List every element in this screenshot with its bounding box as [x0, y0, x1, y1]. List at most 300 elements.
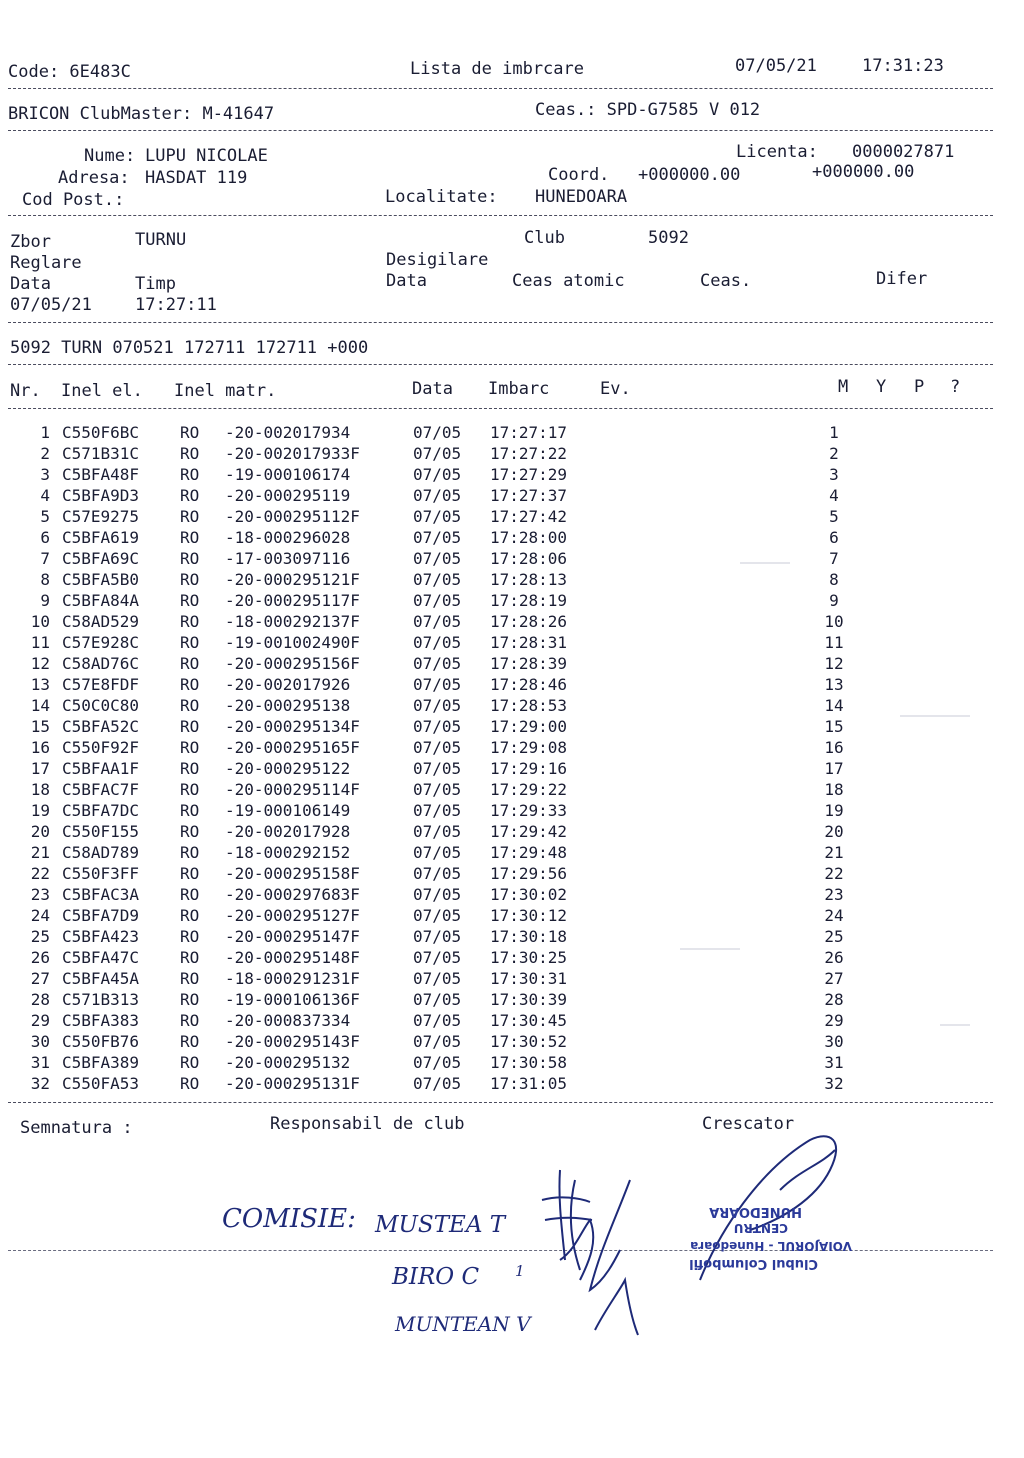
- m-value: 12: [824, 654, 844, 673]
- table-row: [0, 989, 1000, 1010]
- row-number: 7: [40, 549, 50, 568]
- row-number: 32: [30, 1074, 50, 1093]
- setting-time: 17:27:11: [135, 295, 217, 315]
- table-row: [0, 422, 1000, 443]
- m-value: 23: [824, 885, 844, 904]
- row-number: 24: [30, 906, 50, 925]
- country-code: RO: [180, 444, 200, 463]
- row-number: 13: [30, 675, 50, 694]
- col-p: P: [914, 377, 925, 397]
- boarding-date: 07/05: [413, 507, 462, 526]
- boarding-time: 17:27:37: [490, 486, 568, 505]
- m-value: 19: [824, 801, 844, 820]
- boarding-date: 07/05: [413, 612, 462, 631]
- boarding-time: 17:28:26: [490, 612, 568, 631]
- boarding-time: 17:29:33: [490, 801, 568, 820]
- boarding-date: 07/05: [413, 759, 462, 778]
- boarding-date: 07/05: [413, 864, 462, 883]
- country-code: RO: [180, 717, 200, 736]
- country-code: RO: [180, 885, 200, 904]
- boarding-date: 07/05: [413, 969, 462, 988]
- electronic-ring: C58AD529: [62, 612, 140, 631]
- electronic-ring: C5BFAA1F: [62, 759, 140, 778]
- license-number: 0000027871: [852, 142, 955, 162]
- electronic-ring: C5BFA7DC: [62, 801, 140, 820]
- row-number: 28: [30, 990, 50, 1009]
- registration-ring: -20-000295122: [225, 759, 351, 778]
- setting-date: 07/05/21: [10, 295, 92, 315]
- breeder-label: Crescator: [702, 1114, 795, 1134]
- m-value: 6: [829, 528, 839, 547]
- country-code: RO: [180, 759, 200, 778]
- registration-ring: -20-000295165F: [225, 738, 360, 757]
- country-code: RO: [180, 465, 200, 484]
- boarding-time: 17:29:48: [490, 843, 568, 862]
- table-row: [0, 695, 1000, 716]
- boarding-date: 07/05: [413, 885, 462, 904]
- electronic-ring: C5BFA5B0: [62, 570, 140, 589]
- table-row: [0, 653, 1000, 674]
- address-label: Adresa:: [58, 168, 130, 188]
- country-code: RO: [180, 633, 200, 652]
- electronic-ring: C5BFA383: [62, 1011, 140, 1030]
- m-value: 11: [824, 633, 844, 652]
- boarding-time: 17:30:58: [490, 1053, 568, 1072]
- table-row: [0, 611, 1000, 632]
- electronic-ring: C5BFA423: [62, 927, 140, 946]
- m-value: 17: [824, 759, 844, 778]
- electronic-ring: C57E8FDF: [62, 675, 140, 694]
- boarding-date: 07/05: [413, 654, 462, 673]
- separator: [8, 88, 993, 89]
- m-value: 10: [824, 612, 844, 631]
- handwritten-commission: COMISIE:: [222, 1204, 356, 1234]
- boarding-time: 17:28:39: [490, 654, 568, 673]
- boarding-time: 17:30:31: [490, 969, 568, 988]
- electronic-ring: C550F3FF: [62, 864, 140, 883]
- row-number: 18: [30, 780, 50, 799]
- m-value: 29: [824, 1011, 844, 1030]
- boarding-time: 17:27:42: [490, 507, 568, 526]
- flight-name: TURNU: [135, 230, 187, 250]
- m-value: 28: [824, 990, 844, 1009]
- boarding-date: 07/05: [413, 738, 462, 757]
- boarding-date: 07/05: [413, 927, 462, 946]
- m-value: 5: [829, 507, 839, 526]
- registration-ring: -18-000296028: [225, 528, 351, 547]
- registration-ring: -20-000295132: [225, 1053, 351, 1072]
- col-q: ?: [950, 377, 961, 397]
- country-code: RO: [180, 843, 200, 862]
- row-number: 22: [30, 864, 50, 883]
- country-code: RO: [180, 696, 200, 715]
- club-number: 5092: [648, 228, 689, 248]
- table-row: [0, 1010, 1000, 1031]
- registration-ring: -18-000292137F: [225, 612, 360, 631]
- separator: [8, 1102, 993, 1103]
- table-row: [0, 947, 1000, 968]
- electronic-ring: C5BFA45A: [62, 969, 140, 988]
- separator: [8, 130, 993, 131]
- registration-ring: -20-000295148F: [225, 948, 360, 967]
- country-code: RO: [180, 549, 200, 568]
- m-value: 4: [829, 486, 839, 505]
- registration-ring: -20-000295138: [225, 696, 351, 715]
- unsealing-label: Desigilare: [386, 250, 489, 270]
- row-number: 27: [30, 969, 50, 988]
- document-title: Lista de imbrcare: [410, 59, 584, 79]
- coord-x: +000000.00: [638, 165, 741, 185]
- flight-summary: 5092 TURN 070521 172711 172711 +000: [10, 338, 369, 358]
- row-number: 30: [30, 1032, 50, 1051]
- electronic-ring: C550FA53: [62, 1074, 140, 1093]
- country-code: RO: [180, 906, 200, 925]
- setting-date-label: Data: [10, 274, 51, 294]
- boarding-date: 07/05: [413, 423, 462, 442]
- row-number: 1: [40, 423, 50, 442]
- boarding-time: 17:27:17: [490, 423, 568, 442]
- electronic-ring: C5BFA619: [62, 528, 140, 547]
- table-row: [0, 548, 1000, 569]
- boarding-date: 07/05: [413, 843, 462, 862]
- country-code: RO: [180, 612, 200, 631]
- boarding-date: 07/05: [413, 570, 462, 589]
- table-row: [0, 674, 1000, 695]
- boarding-date: 07/05: [413, 822, 462, 841]
- boarding-time: 17:27:22: [490, 444, 568, 463]
- separator: [8, 322, 993, 323]
- boarding-date: 07/05: [413, 717, 462, 736]
- boarding-time: 17:30:52: [490, 1032, 568, 1051]
- row-number: 6: [40, 528, 50, 547]
- country-code: RO: [180, 927, 200, 946]
- boarding-date: 07/05: [413, 948, 462, 967]
- owner-address: HASDAT 119: [145, 168, 248, 188]
- m-value: 2: [829, 444, 839, 463]
- license-label: Licenta:: [736, 142, 818, 162]
- country-code: RO: [180, 780, 200, 799]
- boarding-time: 17:28:53: [490, 696, 568, 715]
- row-number: 19: [30, 801, 50, 820]
- m-value: 30: [824, 1032, 844, 1051]
- boarding-date: 07/05: [413, 780, 462, 799]
- boarding-date: 07/05: [413, 633, 462, 652]
- country-code: RO: [180, 1074, 200, 1093]
- handwritten-member-3: MUNTEAN V: [395, 1312, 531, 1336]
- row-number: 25: [30, 927, 50, 946]
- registration-ring: -20-002017926: [225, 675, 351, 694]
- m-value: 16: [824, 738, 844, 757]
- m-value: 15: [824, 717, 844, 736]
- col-boarding: Imbarc: [488, 379, 550, 399]
- table-row: [0, 464, 1000, 485]
- m-value: 31: [824, 1053, 844, 1072]
- row-number: 26: [30, 948, 50, 967]
- locality-label: Localitate:: [385, 187, 498, 207]
- m-value: 3: [829, 465, 839, 484]
- stamp-line-1: Clubul Columbofil: [689, 1256, 818, 1271]
- electronic-ring: C50C0C80: [62, 696, 140, 715]
- table-row: [0, 716, 1000, 737]
- electronic-ring: C5BFA52C: [62, 717, 140, 736]
- row-number: 11: [30, 633, 50, 652]
- locality: HUNEDOARA: [535, 187, 628, 207]
- electronic-ring: C57E9275: [62, 507, 140, 526]
- table-row: [0, 905, 1000, 926]
- electronic-ring: C571B313: [62, 990, 140, 1009]
- table-row: [0, 1031, 1000, 1052]
- row-number: 10: [30, 612, 50, 631]
- country-code: RO: [180, 1053, 200, 1072]
- signature-label: Semnatura :: [20, 1118, 133, 1138]
- m-value: 13: [824, 675, 844, 694]
- electronic-ring: C5BFA7D9: [62, 906, 140, 925]
- row-number: 16: [30, 738, 50, 757]
- country-code: RO: [180, 948, 200, 967]
- boarding-date: 07/05: [413, 549, 462, 568]
- setting-label: Reglare: [10, 253, 82, 273]
- boarding-time: 17:29:22: [490, 780, 568, 799]
- scan-artifact: [680, 948, 740, 950]
- boarding-time: 17:28:46: [490, 675, 568, 694]
- table-row: [0, 968, 1000, 989]
- boarding-date: 07/05: [413, 486, 462, 505]
- club-label: Club: [524, 228, 565, 248]
- electronic-ring: C550F92F: [62, 738, 140, 757]
- country-code: RO: [180, 969, 200, 988]
- m-value: 24: [824, 906, 844, 925]
- table-row: [0, 758, 1000, 779]
- table-row: [0, 821, 1000, 842]
- registration-ring: -20-000295158F: [225, 864, 360, 883]
- m-value: 9: [829, 591, 839, 610]
- postal-code-label: Cod Post.:: [22, 190, 125, 210]
- table-row: [0, 527, 1000, 548]
- table-row: [0, 590, 1000, 611]
- registration-ring: -20-002017933F: [225, 444, 360, 463]
- col-m: M: [838, 377, 849, 397]
- table-row: [0, 779, 1000, 800]
- boarding-date: 07/05: [413, 990, 462, 1009]
- electronic-ring: C58AD789: [62, 843, 140, 862]
- print-time: 17:31:23: [862, 56, 944, 76]
- m-value: 14: [824, 696, 844, 715]
- boarding-time: 17:30:12: [490, 906, 568, 925]
- country-code: RO: [180, 507, 200, 526]
- boarding-time: 17:28:31: [490, 633, 568, 652]
- boarding-date: 07/05: [413, 1053, 462, 1072]
- clock-label: Ceas.: [700, 271, 752, 291]
- boarding-date: 07/05: [413, 1011, 462, 1030]
- row-number: 29: [30, 1011, 50, 1030]
- electronic-ring: C550F6BC: [62, 423, 140, 442]
- country-code: RO: [180, 801, 200, 820]
- country-code: RO: [180, 528, 200, 547]
- electronic-ring: C5BFA47C: [62, 948, 140, 967]
- registration-ring: -19-001002490F: [225, 633, 360, 652]
- registration-ring: -20-000295147F: [225, 927, 360, 946]
- col-nr: Nr.: [10, 381, 41, 401]
- registration-ring: -17-003097116: [225, 549, 351, 568]
- registration-ring: -20-000295156F: [225, 654, 360, 673]
- row-number: 3: [40, 465, 50, 484]
- clock-id: Ceas.: SPD-G7585 V 012: [535, 100, 761, 120]
- separator: [8, 364, 993, 365]
- row-number: 2: [40, 444, 50, 463]
- m-value: 22: [824, 864, 844, 883]
- code-label: Code: 6E483C: [8, 62, 131, 82]
- boarding-time: 17:30:45: [490, 1011, 568, 1030]
- boarding-time: 17:30:02: [490, 885, 568, 904]
- boarding-time: 17:28:19: [490, 591, 568, 610]
- electronic-ring: C58AD76C: [62, 654, 140, 673]
- electronic-ring: C571B31C: [62, 444, 140, 463]
- atomic-clock-label: Ceas atomic: [512, 271, 625, 291]
- boarding-date: 07/05: [413, 1032, 462, 1051]
- boarding-date: 07/05: [413, 675, 462, 694]
- separator: [8, 408, 993, 409]
- boarding-time: 17:28:13: [490, 570, 568, 589]
- registration-ring: -18-000292152: [225, 843, 351, 862]
- electronic-ring: C5BFA48F: [62, 465, 140, 484]
- electronic-ring: C550F155: [62, 822, 140, 841]
- m-value: 25: [824, 927, 844, 946]
- handwritten-member-1: MUSTEA T: [375, 1212, 506, 1238]
- electronic-ring: C5BFA9D3: [62, 486, 140, 505]
- country-code: RO: [180, 675, 200, 694]
- boarding-date: 07/05: [413, 906, 462, 925]
- boarding-time: 17:31:05: [490, 1074, 568, 1093]
- boarding-time: 17:29:56: [490, 864, 568, 883]
- table-row: [0, 884, 1000, 905]
- stamp-line-4: HUNEDOARA: [709, 1204, 802, 1219]
- boarding-date: 07/05: [413, 465, 462, 484]
- boarding-date: 07/05: [413, 444, 462, 463]
- boarding-date: 07/05: [413, 528, 462, 547]
- boarding-time: 17:27:29: [490, 465, 568, 484]
- m-value: 32: [824, 1074, 844, 1093]
- boarding-time: 17:28:06: [490, 549, 568, 568]
- row-number: 21: [30, 843, 50, 862]
- row-number: 9: [40, 591, 50, 610]
- registration-ring: -20-000297683F: [225, 885, 360, 904]
- boarding-date: 07/05: [413, 1074, 462, 1093]
- table-row: [0, 443, 1000, 464]
- table-row: [0, 926, 1000, 947]
- boarding-time: 17:29:42: [490, 822, 568, 841]
- country-code: RO: [180, 1011, 200, 1030]
- boarding-time: 17:30:39: [490, 990, 568, 1009]
- country-code: RO: [180, 990, 200, 1009]
- country-code: RO: [180, 864, 200, 883]
- boarding-date: 07/05: [413, 591, 462, 610]
- registration-ring: -20-000295134F: [225, 717, 360, 736]
- row-number: 5: [40, 507, 50, 526]
- row-number: 20: [30, 822, 50, 841]
- row-number: 31: [30, 1053, 50, 1072]
- registration-ring: -20-000295121F: [225, 570, 360, 589]
- club-responsible-label: Responsabil de club: [270, 1114, 465, 1134]
- handwritten-mark: 1: [515, 1262, 525, 1280]
- m-value: 8: [829, 570, 839, 589]
- boarding-time: 17:29:08: [490, 738, 568, 757]
- registration-ring: -19-000106136F: [225, 990, 360, 1009]
- m-value: 20: [824, 822, 844, 841]
- boarding-time: 17:29:00: [490, 717, 568, 736]
- table-row: [0, 737, 1000, 758]
- row-number: 12: [30, 654, 50, 673]
- handwritten-member-2: BIRO C: [392, 1264, 480, 1290]
- electronic-ring: C5BFAC7F: [62, 780, 140, 799]
- registration-ring: -20-000295114F: [225, 780, 360, 799]
- table-row: [0, 485, 1000, 506]
- boarding-time: 17:30:18: [490, 927, 568, 946]
- registration-ring: -20-000295112F: [225, 507, 360, 526]
- electronic-ring: C57E928C: [62, 633, 140, 652]
- country-code: RO: [180, 423, 200, 442]
- registration-ring: -20-000295143F: [225, 1032, 360, 1051]
- table-row: [0, 842, 1000, 863]
- table-row: [0, 863, 1000, 884]
- electronic-ring: C5BFAC3A: [62, 885, 140, 904]
- registration-ring: -19-000106149: [225, 801, 351, 820]
- row-number: 4: [40, 486, 50, 505]
- col-y: Y: [876, 377, 887, 397]
- m-value: 26: [824, 948, 844, 967]
- scan-artifact: [900, 715, 970, 717]
- owner-name: LUPU NICOLAE: [145, 146, 268, 166]
- boarding-time: 17:30:25: [490, 948, 568, 967]
- registration-ring: -20-000295119: [225, 486, 351, 505]
- row-number: 8: [40, 570, 50, 589]
- electronic-ring: C5BFA389: [62, 1053, 140, 1072]
- m-value: 1: [829, 423, 839, 442]
- col-registration-ring: Inel matr.: [174, 381, 277, 401]
- country-code: RO: [180, 738, 200, 757]
- scan-artifact: [940, 1024, 970, 1026]
- boarding-time: 17:29:16: [490, 759, 568, 778]
- registration-ring: -20-002017934: [225, 423, 351, 442]
- registration-ring: -18-000291231F: [225, 969, 360, 988]
- table-row: [0, 506, 1000, 527]
- coord-y: +000000.00: [812, 162, 915, 182]
- row-number: 14: [30, 696, 50, 715]
- electronic-ring: C5BFA84A: [62, 591, 140, 610]
- m-value: 7: [829, 549, 839, 568]
- clubmaster-id: BRICON ClubMaster: M-41647: [8, 104, 275, 124]
- stamp-line-2: VOIAJORUL - Hunedoara: [690, 1239, 852, 1253]
- difference-label: Difer: [876, 269, 928, 289]
- country-code: RO: [180, 486, 200, 505]
- registration-ring: -19-000106174: [225, 465, 351, 484]
- country-code: RO: [180, 591, 200, 610]
- m-value: 18: [824, 780, 844, 799]
- club-stamp: [630, 1110, 870, 1310]
- print-date: 07/05/21: [735, 56, 817, 76]
- electronic-ring: C550FB76: [62, 1032, 140, 1051]
- electronic-ring: C5BFA69C: [62, 549, 140, 568]
- setting-time-label: Timp: [135, 274, 176, 294]
- country-code: RO: [180, 822, 200, 841]
- country-code: RO: [180, 1032, 200, 1051]
- row-number: 23: [30, 885, 50, 904]
- boarding-time: 17:28:00: [490, 528, 568, 547]
- country-code: RO: [180, 654, 200, 673]
- scan-artifact: [740, 562, 790, 564]
- boarding-date: 07/05: [413, 696, 462, 715]
- m-value: 27: [824, 969, 844, 988]
- registration-ring: -20-000837334: [225, 1011, 351, 1030]
